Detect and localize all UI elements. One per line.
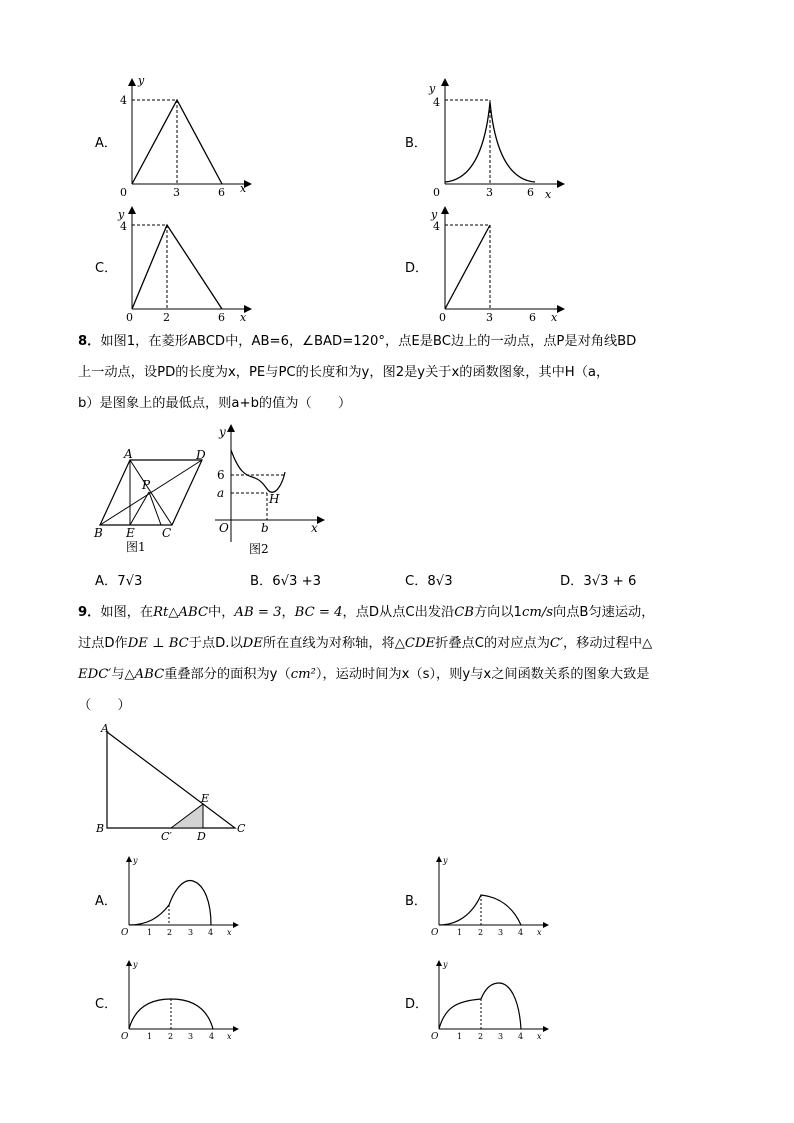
tick-3: 3 (188, 1032, 194, 1041)
q9-option-c-label: C． (95, 997, 118, 1012)
q9-m: BC = 4 (294, 605, 343, 620)
q7-option-a-label: A． (95, 136, 117, 151)
tick-6: 6 (218, 186, 225, 199)
q9-t: 过点D作 (78, 636, 128, 651)
x-label: x (537, 1032, 542, 1041)
curve (439, 983, 521, 1029)
tick-2: 2 (478, 928, 484, 937)
q8-choice-d-label: D． (560, 574, 584, 589)
label-a: A (124, 447, 133, 461)
q9-t: 与 (111, 667, 125, 682)
tick-2: 2 (167, 928, 173, 937)
tick-b: b (261, 521, 269, 535)
q9-t: ， (281, 605, 295, 620)
label-d: D (197, 830, 206, 843)
diagonal-ac (130, 460, 172, 525)
origin: O (431, 928, 439, 938)
q7-graph-a (112, 74, 252, 202)
q9-option-b-label: B． (405, 894, 427, 909)
q9-t: ，移动过程中△ (562, 636, 653, 651)
y-arrow (436, 960, 442, 966)
origin: O (219, 521, 229, 535)
q8-line-2: 上一动点，设PD的长度为x，PE与PC的长度和为y，图2是y关于x的函数图象，其中H（a， (78, 365, 610, 380)
y-label: y (138, 74, 145, 87)
q9-t: ），运动时间为x（s），则y与x之间函数关系的图象大致是 (315, 667, 650, 682)
q8-choice-b[interactable] (250, 570, 321, 589)
tick-4: 4 (433, 220, 440, 233)
q7-graph-d (425, 202, 565, 327)
x-arrow (557, 305, 565, 313)
origin: 0 (126, 311, 133, 324)
label-h: H (269, 492, 280, 506)
q8-choice-c[interactable] (405, 570, 453, 589)
q9-m: △CDE (394, 636, 436, 651)
tick-4: 4 (209, 1032, 215, 1041)
q9-number: 9． (78, 605, 101, 620)
q8-choice-b-label: B． (250, 574, 273, 589)
origin: 0 (120, 186, 127, 199)
y-label: y (443, 856, 448, 865)
y-arrow (126, 856, 132, 862)
q7-option-d-label: D． (405, 261, 429, 276)
tick-1: 1 (457, 1032, 463, 1041)
q9-m: EDC′ (78, 667, 112, 682)
x-arrow (233, 922, 239, 928)
q9-question (78, 597, 728, 721)
caption-2: 图2 (249, 542, 269, 556)
tick-4: 4 (120, 220, 127, 233)
q9-t: 于点D.以 (188, 636, 243, 651)
q8-text-1: 如图1，在菱形ABCD中，AB=6，∠BAD=120°，点E是BC边上的一动点，点P是对角线BD (100, 334, 637, 349)
x-label: x (227, 928, 232, 937)
tick-1: 1 (147, 928, 153, 937)
tick-6: 6 (218, 311, 225, 324)
tick-3: 3 (498, 928, 504, 937)
q9-m: C′ (549, 636, 563, 651)
tick-3: 3 (486, 311, 493, 324)
tick-a: a (217, 486, 225, 500)
label-a: A (101, 722, 109, 735)
q9-m: AB = 3 (234, 605, 282, 620)
tick-4: 4 (518, 928, 524, 937)
q8-choice-a-text: 7√3 (117, 574, 143, 589)
x-label: x (227, 1032, 232, 1041)
q9-t: 所在直线为对称轴，将 (262, 636, 395, 651)
q9-line-2 (78, 628, 728, 659)
q9-graph-b (427, 853, 552, 943)
segment-pc (149, 492, 161, 525)
q9-m: cm/s (521, 605, 554, 620)
q8-line-3: b）是图象上的最低点，则a+b的值为（ ） (78, 396, 352, 411)
y-arrow (441, 206, 449, 214)
curve (445, 225, 490, 309)
curve (231, 450, 285, 492)
x-label: x (311, 521, 318, 535)
x-arrow (557, 180, 565, 188)
q9-graph-a (117, 853, 242, 943)
q9-m: CB (454, 605, 474, 620)
x-label: x (240, 182, 247, 195)
tick-4: 4 (433, 96, 440, 109)
tick-4: 4 (120, 94, 127, 107)
origin: 0 (439, 311, 446, 324)
label-c: C (162, 526, 172, 540)
x-label: x (240, 311, 247, 324)
y-arrow (436, 856, 442, 862)
q9-line-1 (78, 597, 728, 628)
tick-3: 3 (188, 928, 194, 937)
q9-line-4: （ ） (78, 698, 131, 713)
q8-choice-c-text: 8√3 (427, 574, 453, 589)
label-b: B (96, 822, 105, 835)
q9-line-3 (78, 659, 728, 690)
q9-option-d-label: D． (405, 997, 429, 1012)
q9-t: 中， (208, 605, 235, 620)
q9-m: DE ⊥ BC (127, 636, 189, 651)
x-arrow (317, 516, 325, 524)
q8-figure-2 (205, 420, 330, 560)
curve (129, 881, 211, 925)
q7-graph-b (425, 74, 565, 202)
origin: O (121, 1032, 129, 1042)
x-label: x (551, 311, 558, 324)
tick-4: 4 (208, 928, 214, 937)
q8-choice-d[interactable] (560, 570, 636, 589)
y-label: y (133, 856, 138, 865)
label-p: P (142, 478, 151, 492)
q8-line-1 (78, 326, 728, 357)
q9-m: △ABC (124, 667, 165, 682)
q9-m: Rt△ABC (153, 605, 209, 620)
x-arrow (543, 1026, 549, 1032)
x-label: x (545, 188, 552, 201)
x-label: x (537, 928, 542, 937)
triangle-abc (107, 732, 235, 828)
q7-option-c-label: C． (95, 261, 118, 276)
tick-2: 2 (163, 311, 170, 324)
q9-t: ，点D从点C出发沿 (342, 605, 455, 620)
q8-choice-b-text: 6√3 +3 (272, 574, 322, 589)
label-c-prime: C′ (161, 830, 172, 843)
q8-question (78, 326, 728, 419)
tick-6: 6 (527, 186, 534, 199)
q7-graph-c (112, 202, 252, 327)
q8-choice-a[interactable] (95, 570, 142, 589)
q9-t: 重叠部分的面积为y（ (164, 667, 291, 682)
q9-triangle-figure (95, 718, 255, 843)
tick-6: 6 (529, 311, 536, 324)
label-c: C (237, 822, 246, 835)
x-arrow (543, 922, 549, 928)
q9-t: 折叠点C的对应点为 (435, 636, 550, 651)
curve (132, 225, 222, 309)
segment-pe (130, 492, 149, 525)
curve (439, 895, 521, 925)
y-label: y (431, 208, 438, 221)
tick-1: 1 (457, 928, 463, 937)
q9-t: 向点B匀速运动， (553, 605, 655, 620)
q9-t: 如图，在 (100, 605, 154, 620)
overlap-shaded (171, 804, 203, 828)
origin: O (431, 1032, 439, 1042)
x-arrow (233, 1026, 239, 1032)
q8-choice-d-text: 3√3 + 6 (583, 574, 637, 589)
q8-choice-a-label: A． (95, 574, 118, 589)
tick-3: 3 (498, 1032, 504, 1041)
y-arrow (128, 78, 136, 86)
y-label: y (429, 82, 436, 95)
q9-m: DE (242, 636, 263, 651)
q9-graph-d (427, 957, 552, 1047)
y-arrow (227, 424, 235, 432)
y-arrow (128, 206, 136, 214)
tick-6: 6 (217, 468, 225, 482)
q9-graph-c (117, 957, 242, 1047)
tick-3: 3 (486, 186, 493, 199)
label-e: E (126, 526, 135, 540)
label-e: E (201, 792, 210, 805)
q8-figure-1 (90, 445, 215, 557)
q7-option-b-label: B． (405, 136, 427, 151)
caption-1: 图1 (126, 540, 146, 554)
origin: 0 (433, 186, 440, 199)
y-arrow (126, 960, 132, 966)
q8-number: 8． (78, 334, 101, 349)
y-label: y (219, 425, 226, 439)
q8-choice-c-label: C． (405, 574, 428, 589)
tick-2: 2 (168, 1032, 174, 1041)
origin: O (121, 928, 129, 938)
y-label: y (133, 960, 138, 969)
label-b: B (94, 526, 103, 540)
tick-1: 1 (147, 1032, 153, 1041)
tick-2: 2 (478, 1032, 484, 1041)
q9-m: cm² (290, 667, 316, 682)
q9-t: 方向以1 (473, 605, 522, 620)
y-arrow (441, 78, 449, 86)
y-label: y (118, 208, 125, 221)
y-label: y (443, 960, 448, 969)
tick-3: 3 (173, 186, 180, 199)
q9-option-a-label: A． (95, 894, 117, 909)
tick-4: 4 (518, 1032, 524, 1041)
label-d: D (196, 448, 206, 462)
